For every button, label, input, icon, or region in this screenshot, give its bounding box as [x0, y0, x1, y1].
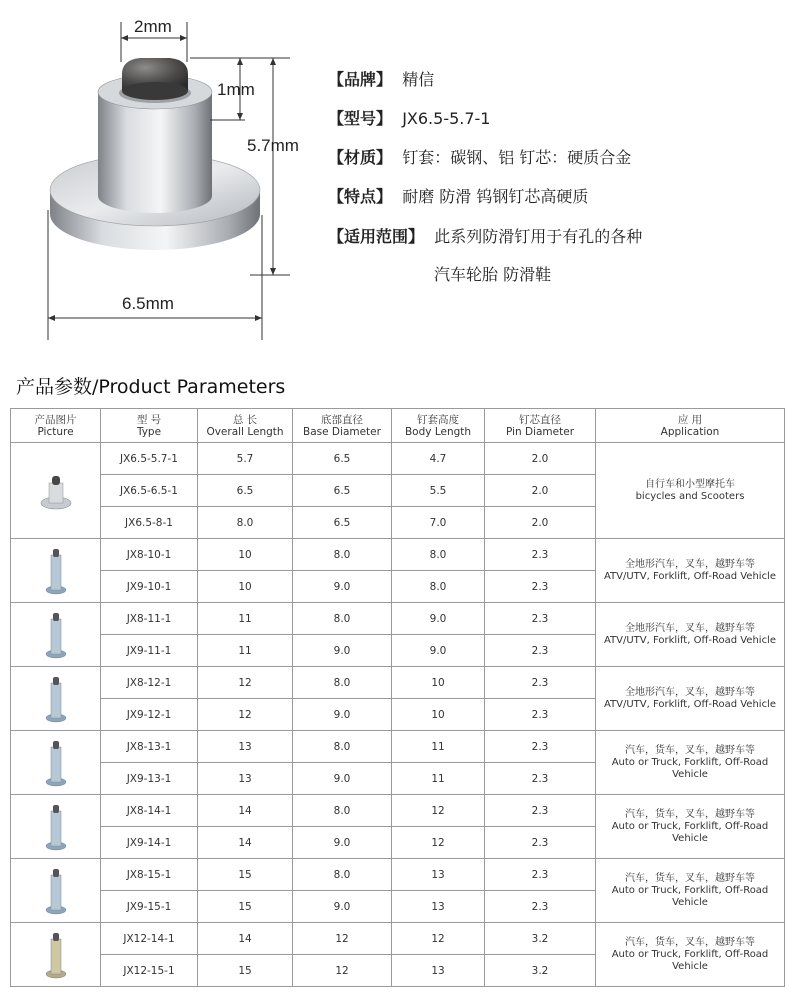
table-row — [11, 731, 785, 763]
column-header — [485, 409, 596, 443]
table-row — [11, 923, 785, 955]
pin-diameter-cell: 2.3 — [485, 635, 596, 667]
application-cell — [596, 795, 785, 859]
type-cell: JX9-13-1 — [101, 763, 198, 795]
base-diameter-cell: 6.5 — [293, 507, 392, 539]
spec-key: 【品牌】 — [328, 70, 393, 89]
dim-total-height: 5.7mm — [247, 136, 299, 155]
table-body — [11, 443, 785, 987]
body-length-cell: 13 — [392, 955, 485, 987]
application-cell — [596, 443, 785, 539]
application-cn: 汽车，货车，叉车，越野车等 — [625, 872, 755, 884]
spec-key: 【型号】 — [328, 109, 393, 128]
base-diameter-cell: 8.0 — [293, 539, 392, 571]
application-en: bicycles and Scooters — [635, 490, 745, 502]
type-cell: JX8-13-1 — [101, 731, 198, 763]
overall-length-cell: 10 — [198, 539, 293, 571]
column-header — [293, 409, 392, 443]
base-diameter-cell: 8.0 — [293, 731, 392, 763]
column-header-en: Overall Length — [206, 425, 284, 438]
base-diameter-cell: 8.0 — [293, 859, 392, 891]
spec-key: 【适用范围】 — [328, 227, 425, 246]
column-header-cn: 钉套高度 — [417, 413, 459, 426]
application-cell — [596, 731, 785, 795]
stud-tall-icon — [44, 609, 68, 661]
type-cell: JX9-15-1 — [101, 891, 198, 923]
application-cn: 全地形汽车，叉车，越野车等 — [625, 686, 755, 698]
stud-tall-icon — [44, 545, 68, 597]
type-cell: JX9-14-1 — [101, 827, 198, 859]
body-length-cell: 11 — [392, 731, 485, 763]
application-cn: 全地形汽车，叉车，越野车等 — [625, 622, 755, 634]
spec-material — [328, 145, 631, 168]
spec-value: 精信 — [402, 70, 435, 89]
application-cn: 自行车和小型摩托车 — [645, 478, 735, 490]
type-cell: JX8-12-1 — [101, 667, 198, 699]
application-cn: 汽车，货车，叉车，越野车等 — [625, 936, 755, 948]
spec-value: 钉套：碳钢、铝 钉芯：硬质合金 — [402, 148, 632, 167]
body-length-cell: 8.0 — [392, 539, 485, 571]
application-cell — [596, 859, 785, 923]
table-row — [11, 859, 785, 891]
spec-key: 【材质】 — [328, 148, 393, 167]
overall-length-cell: 11 — [198, 635, 293, 667]
body-length-cell: 4.7 — [392, 443, 485, 475]
picture-cell — [11, 795, 101, 859]
product-diagram — [0, 0, 790, 350]
body-length-cell: 13 — [392, 891, 485, 923]
application-en: Auto or Truck, Forklift, Off-Road Vehicle — [611, 884, 769, 908]
overall-length-cell: 10 — [198, 571, 293, 603]
application-cell — [596, 923, 785, 987]
overall-length-cell: 12 — [198, 699, 293, 731]
spec-value: 此系列防滑钉用于有孔的各种 — [434, 227, 643, 246]
pin-diameter-cell: 2.3 — [485, 891, 596, 923]
stud-tall-icon — [44, 865, 68, 917]
body-length-cell: 12 — [392, 795, 485, 827]
body-length-cell: 5.5 — [392, 475, 485, 507]
table-row — [11, 795, 785, 827]
type-cell: JX9-10-1 — [101, 571, 198, 603]
picture-cell — [11, 443, 101, 539]
column-header-cn: 总 长 — [232, 413, 258, 426]
type-cell: JX9-11-1 — [101, 635, 198, 667]
picture-cell — [11, 923, 101, 987]
application-en: ATV/UTV, Forklift, Off-Road Vehicle — [603, 570, 776, 582]
spec-feature — [328, 184, 588, 207]
spec-value: 耐磨 防滑 钨钢钉芯高硬质 — [402, 187, 589, 206]
overall-length-cell: 11 — [198, 603, 293, 635]
column-header — [392, 409, 485, 443]
application-cn: 汽车，货车，叉车，越野车等 — [625, 808, 755, 820]
spec-application — [328, 224, 642, 247]
stud-tall-icon — [44, 673, 68, 725]
base-diameter-cell: 9.0 — [293, 827, 392, 859]
column-header-en: Base Diameter — [303, 425, 381, 438]
pin-diameter-cell: 2.3 — [485, 699, 596, 731]
spec-value: 汽车轮胎 防滑鞋 — [434, 265, 552, 284]
pin-diameter-cell: 2.3 — [485, 539, 596, 571]
base-diameter-cell: 6.5 — [293, 475, 392, 507]
column-header — [11, 409, 101, 443]
body-length-cell: 10 — [392, 667, 485, 699]
application-en: Auto or Truck, Forklift, Off-Road Vehicle — [611, 756, 769, 780]
body-length-cell: 11 — [392, 763, 485, 795]
overall-length-cell: 14 — [198, 923, 293, 955]
type-cell: JX8-11-1 — [101, 603, 198, 635]
column-header-en: Picture — [37, 425, 74, 438]
column-header-cn: 底部直径 — [321, 413, 363, 426]
picture-cell — [11, 667, 101, 731]
picture-cell — [11, 859, 101, 923]
type-cell: JX12-15-1 — [101, 955, 198, 987]
column-header-cn: 型 号 — [136, 413, 162, 426]
overall-length-cell: 15 — [198, 859, 293, 891]
picture-cell — [11, 731, 101, 795]
dim-pin-height: 1mm — [217, 80, 255, 99]
column-header-en: Body Length — [404, 425, 472, 438]
application-cell — [596, 539, 785, 603]
dim-base-width: 6.5mm — [122, 294, 174, 313]
parameters-table — [10, 408, 785, 987]
base-diameter-cell: 12 — [293, 955, 392, 987]
overall-length-cell: 13 — [198, 763, 293, 795]
overall-length-cell: 6.5 — [198, 475, 293, 507]
body-length-cell: 7.0 — [392, 507, 485, 539]
overall-length-cell: 15 — [198, 891, 293, 923]
type-cell: JX8-15-1 — [101, 859, 198, 891]
stud-short-icon — [39, 471, 73, 511]
stud-tall-icon — [44, 737, 68, 789]
table-row — [11, 603, 785, 635]
type-cell: JX6.5-5.7-1 — [101, 443, 198, 475]
pin-diameter-cell: 2.3 — [485, 795, 596, 827]
stud-tall-icon — [44, 801, 68, 853]
spec-key: 【特点】 — [328, 187, 393, 206]
base-diameter-cell: 9.0 — [293, 635, 392, 667]
column-header-en: Pin Diameter — [505, 425, 575, 438]
base-diameter-cell: 9.0 — [293, 699, 392, 731]
pin-diameter-cell: 2.3 — [485, 603, 596, 635]
application-cell — [596, 603, 785, 667]
overall-length-cell: 8.0 — [198, 507, 293, 539]
body-length-cell: 9.0 — [392, 635, 485, 667]
pin-diameter-cell: 3.2 — [485, 923, 596, 955]
base-diameter-cell: 9.0 — [293, 891, 392, 923]
column-header — [198, 409, 293, 443]
pin-diameter-cell: 2.3 — [485, 571, 596, 603]
table-row — [11, 539, 785, 571]
type-cell: JX8-14-1 — [101, 795, 198, 827]
table-row — [11, 667, 785, 699]
stud-brass-icon — [44, 929, 68, 981]
type-cell: JX8-10-1 — [101, 539, 198, 571]
overall-length-cell: 14 — [198, 827, 293, 859]
overall-length-cell: 13 — [198, 731, 293, 763]
application-cn: 全地形汽车，叉车，越野车等 — [625, 558, 755, 570]
body-length-cell: 12 — [392, 923, 485, 955]
pin-diameter-cell: 2.0 — [485, 507, 596, 539]
column-header — [596, 409, 785, 443]
base-diameter-cell: 12 — [293, 923, 392, 955]
overall-length-cell: 14 — [198, 795, 293, 827]
column-header-cn: 产品图片 — [34, 413, 77, 426]
spec-application-cont — [434, 262, 551, 285]
application-cn: 汽车，货车，叉车，越野车等 — [625, 744, 755, 756]
overall-length-cell: 12 — [198, 667, 293, 699]
pin-diameter-cell: 2.3 — [485, 827, 596, 859]
pin-diameter-cell: 2.0 — [485, 475, 596, 507]
pin-diameter-cell: 2.0 — [485, 443, 596, 475]
body-length-cell: 9.0 — [392, 603, 485, 635]
picture-cell — [11, 539, 101, 603]
base-diameter-cell: 8.0 — [293, 603, 392, 635]
section-title: 产品参数/Product Parameters — [16, 376, 286, 398]
base-diameter-cell: 8.0 — [293, 667, 392, 699]
body-length-cell: 12 — [392, 827, 485, 859]
type-cell: JX9-12-1 — [101, 699, 198, 731]
table-row — [11, 443, 785, 475]
pin-diameter-cell: 3.2 — [485, 955, 596, 987]
base-diameter-cell: 9.0 — [293, 571, 392, 603]
overall-length-cell: 15 — [198, 955, 293, 987]
column-header-cn: 应 用 — [677, 413, 703, 426]
base-diameter-cell: 9.0 — [293, 763, 392, 795]
column-header-cn: 钉芯直径 — [519, 413, 561, 426]
type-cell: JX12-14-1 — [101, 923, 198, 955]
pin-diameter-cell: 2.3 — [485, 667, 596, 699]
overall-length-cell: 5.7 — [198, 443, 293, 475]
application-en: Auto or Truck, Forklift, Off-Road Vehicle — [611, 948, 769, 972]
column-header — [101, 409, 198, 443]
application-en: ATV/UTV, Forklift, Off-Road Vehicle — [603, 634, 776, 646]
application-en: Auto or Truck, Forklift, Off-Road Vehicle — [611, 820, 769, 844]
body-length-cell: 13 — [392, 859, 485, 891]
column-header-en: Application — [660, 425, 720, 438]
spec-value: JX6.5-5.7-1 — [402, 109, 491, 128]
application-cell — [596, 667, 785, 731]
pin-diameter-cell: 2.3 — [485, 859, 596, 891]
dim-top-width: 2mm — [134, 17, 172, 36]
base-diameter-cell: 8.0 — [293, 795, 392, 827]
spec-model — [328, 106, 490, 129]
spec-brand — [328, 67, 434, 90]
body-length-cell: 10 — [392, 699, 485, 731]
application-en: ATV/UTV, Forklift, Off-Road Vehicle — [603, 698, 776, 710]
type-cell: JX6.5-6.5-1 — [101, 475, 198, 507]
picture-cell — [11, 603, 101, 667]
pin-diameter-cell: 2.3 — [485, 763, 596, 795]
column-header-en: Type — [136, 425, 162, 438]
table-header-row — [11, 409, 785, 443]
body-length-cell: 8.0 — [392, 571, 485, 603]
pin-diameter-cell: 2.3 — [485, 731, 596, 763]
base-diameter-cell: 6.5 — [293, 443, 392, 475]
type-cell: JX6.5-8-1 — [101, 507, 198, 539]
